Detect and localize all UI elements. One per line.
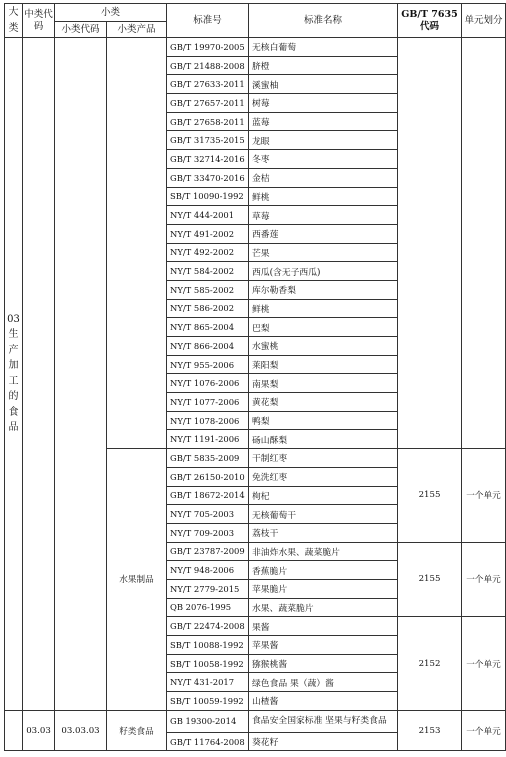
standard-number: NY/T 948-2006	[167, 561, 249, 580]
standard-name: 枸杞	[249, 486, 398, 505]
category-char: 品	[8, 422, 19, 434]
category-cell-last	[5, 710, 23, 751]
standard-number: NY/T 585-2002	[167, 280, 249, 299]
standard-name: 树莓	[249, 94, 398, 113]
standard-name: 冬枣	[249, 150, 398, 169]
standards-table	[4, 3, 506, 751]
standard-name: 绿色食品 果（蔬）酱	[249, 673, 398, 692]
standard-name: 黄花梨	[249, 393, 398, 412]
standard-number: NY/T 1076-2006	[167, 374, 249, 393]
header-middle-code: 中类代码	[23, 4, 55, 38]
standard-name: 溪蜜柚	[249, 75, 398, 94]
gb-code-cell: 2155	[398, 449, 462, 542]
standard-name: 水果、蔬菜脆片	[249, 598, 398, 617]
standard-number: NY/T 955-2006	[167, 355, 249, 374]
standard-number: QB 2076-1995	[167, 598, 249, 617]
standard-number: NY/T 1078-2006	[167, 411, 249, 430]
standard-name: 巴梨	[249, 318, 398, 337]
standard-name: 葵花籽	[249, 732, 398, 751]
standard-name: 鲜桃	[249, 187, 398, 206]
standard-name: 库尔勒香梨	[249, 280, 398, 299]
standard-name: 免洗红枣	[249, 467, 398, 486]
category-char: 03	[7, 313, 20, 325]
sub-product-cell: 籽类食品	[107, 710, 167, 751]
standard-name: 草莓	[249, 206, 398, 225]
gb-code-cell: 2152	[398, 617, 462, 710]
middle-code-cell: 03.03	[23, 710, 55, 751]
standard-name: 金桔	[249, 168, 398, 187]
standard-name: 苹果脆片	[249, 579, 398, 598]
sub-product-cell	[107, 38, 167, 449]
standard-number: GB/T 19970-2005	[167, 38, 249, 57]
unit-cell: 一个单元	[462, 710, 506, 751]
standard-number: NY/T 705-2003	[167, 505, 249, 524]
standard-number: NY/T 1191-2006	[167, 430, 249, 449]
standard-number: GB 19300-2014	[167, 710, 249, 732]
unit-cell: 一个单元	[462, 617, 506, 710]
standard-name: 脐橙	[249, 56, 398, 75]
category-char: 工	[8, 375, 19, 387]
header-gb-code: GB/T 7635代码	[398, 4, 462, 38]
standard-number: GB/T 27658-2011	[167, 112, 249, 131]
table-row	[5, 710, 506, 732]
standard-name: 荔枝干	[249, 523, 398, 542]
category-char: 的	[8, 391, 19, 403]
fruit-product-cell: 水果制品	[107, 449, 167, 711]
standard-number: GB/T 32714-2016	[167, 150, 249, 169]
category-cell	[5, 38, 23, 711]
standard-number: GB/T 5835-2009	[167, 449, 249, 468]
standard-number: NY/T 586-2002	[167, 299, 249, 318]
standard-number: NY/T 492-2002	[167, 243, 249, 262]
unit-cell: 一个单元	[462, 542, 506, 617]
standard-name: 西瓜(含无子西瓜)	[249, 262, 398, 281]
sub-code-cell: 03.03.03	[55, 710, 107, 751]
category-char: 加	[8, 360, 19, 372]
standard-number: NY/T 2779-2015	[167, 579, 249, 598]
standard-number: NY/T 491-2002	[167, 224, 249, 243]
unit-cell	[462, 38, 506, 449]
standard-name: 龙眼	[249, 131, 398, 150]
middle-code-cell	[23, 38, 55, 711]
standard-number: SB/T 10059-1992	[167, 692, 249, 711]
standard-name: 砀山酥梨	[249, 430, 398, 449]
category-char: 生	[8, 329, 19, 341]
standard-name: 鲜桃	[249, 299, 398, 318]
standard-number: NY/T 865-2004	[167, 318, 249, 337]
standard-name: 莱阳梨	[249, 355, 398, 374]
standard-number: GB/T 26150-2010	[167, 467, 249, 486]
header-std-no: 标准号	[167, 4, 249, 38]
standard-name: 山楂酱	[249, 692, 398, 711]
standard-number: NY/T 584-2002	[167, 262, 249, 281]
standard-number: SB/T 10090-1992	[167, 187, 249, 206]
header-sub: 小类	[55, 4, 167, 22]
standard-name: 果酱	[249, 617, 398, 636]
standard-number: GB/T 18672-2014	[167, 486, 249, 505]
category-char: 食	[8, 406, 19, 418]
standard-number: NY/T 1077-2006	[167, 393, 249, 412]
gb-code-cell: 2153	[398, 710, 462, 751]
standard-name: 鸭梨	[249, 411, 398, 430]
standard-number: NY/T 431-2017	[167, 673, 249, 692]
category-char: 产	[8, 344, 19, 356]
standard-number: GB/T 11764-2008	[167, 732, 249, 751]
standard-number: NY/T 709-2003	[167, 523, 249, 542]
standard-name: 食品安全国家标准 坚果与籽类食品	[249, 710, 398, 732]
table-row	[5, 38, 506, 57]
standard-name: 非油炸水果、蔬菜脆片	[249, 542, 398, 561]
unit-cell: 一个单元	[462, 449, 506, 542]
standard-number: SB/T 10058-1992	[167, 654, 249, 673]
standard-number: GB/T 22474-2008	[167, 617, 249, 636]
header-std-name: 标准名称	[249, 4, 398, 38]
standard-number: GB/T 27633-2011	[167, 75, 249, 94]
standard-name: 无核白葡萄	[249, 38, 398, 57]
standard-name: 苹果酱	[249, 636, 398, 655]
sub-code-cell	[55, 38, 107, 711]
header-sub-product: 小类产品	[107, 22, 167, 38]
standard-name: 蓝莓	[249, 112, 398, 131]
gb-code-cell	[398, 38, 462, 449]
standard-number: SB/T 10088-1992	[167, 636, 249, 655]
gb-code-cell: 2155	[398, 542, 462, 617]
header-sub-code: 小类代码	[55, 22, 107, 38]
standard-number: GB/T 33470-2016	[167, 168, 249, 187]
standard-name: 西番莲	[249, 224, 398, 243]
standard-name: 南果梨	[249, 374, 398, 393]
standard-number: NY/T 866-2004	[167, 337, 249, 356]
standard-number: NY/T 444-2001	[167, 206, 249, 225]
standard-number: GB/T 31735-2015	[167, 131, 249, 150]
standard-name: 香蕉脆片	[249, 561, 398, 580]
standard-number: GB/T 23787-2009	[167, 542, 249, 561]
standard-name: 干制红枣	[249, 449, 398, 468]
header-category: 大类	[5, 4, 23, 38]
standard-number: GB/T 27657-2011	[167, 94, 249, 113]
standard-name: 芒果	[249, 243, 398, 262]
standard-name: 猕猴桃酱	[249, 654, 398, 673]
standard-number: GB/T 21488-2008	[167, 56, 249, 75]
standard-name: 无核葡萄干	[249, 505, 398, 524]
standard-name: 水蜜桃	[249, 337, 398, 356]
header-unit: 单元划分	[462, 4, 506, 38]
